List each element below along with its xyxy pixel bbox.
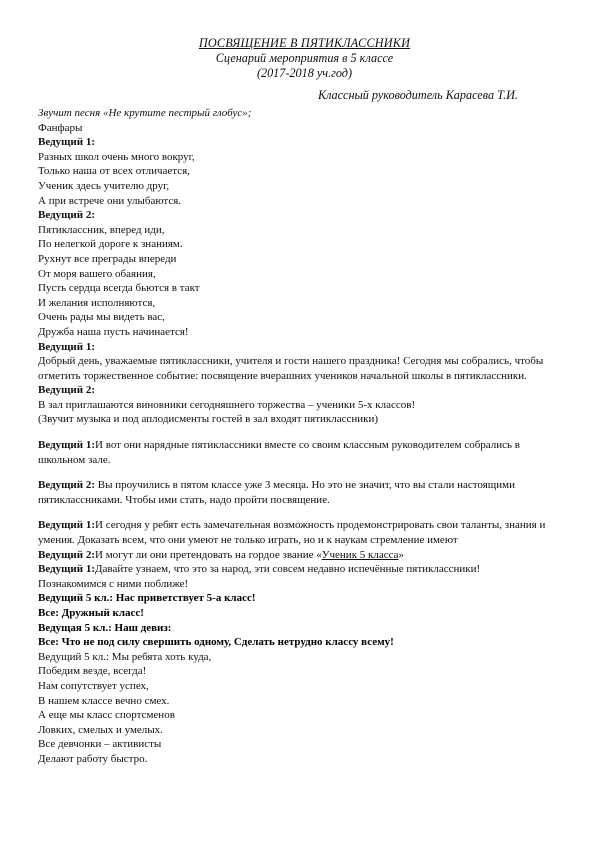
speaker-label: Ведущий 1: bbox=[38, 563, 96, 576]
paragraph-text: И вот они нарядные пятиклассники вместе со своим классным руководителем собрались в школьном зале. bbox=[38, 439, 520, 466]
stage-direction: (Звучит музыка и под аплодисменты гостей в зал входят пятиклассники) bbox=[38, 413, 379, 426]
document-subtitle: Сценарий мероприятия в 5 классе bbox=[215, 51, 394, 65]
document-title: ПОСВЯЩЕНИЕ В ПЯТИКЛАССНИКИ bbox=[198, 36, 411, 50]
paragraph bbox=[38, 562, 568, 577]
speaker-label: Ведущий 1: bbox=[38, 519, 96, 532]
poem-line: По нелегкой дороге к знаниям. bbox=[38, 238, 183, 251]
paragraph-text: Давайте узнаем, что это за народ, эти совсем недавно испечённые пятиклассники! bbox=[95, 563, 481, 576]
document-header bbox=[0, 36, 595, 81]
poem-line: Ловких, смелых и умелых. bbox=[38, 723, 163, 736]
teacher-name: Классный руководитель Карасева Т.И. bbox=[318, 88, 519, 102]
poem-line: А еще мы класс спортсменов bbox=[38, 709, 175, 722]
poem-line: Только наша от всех отличается, bbox=[38, 165, 190, 178]
quote-close: » bbox=[398, 548, 405, 561]
paragraph-text: И могут ли они претендовать на гордое звание « bbox=[95, 548, 322, 561]
title-link[interactable]: Ученик 5 класса bbox=[321, 548, 399, 561]
speaker-label: Ведущий 2: bbox=[38, 209, 96, 222]
poem-line: Ведущий 5 кл.: Мы ребята хоть куда, bbox=[38, 650, 212, 663]
poem-line: Дружба наша пусть начинается! bbox=[38, 325, 189, 338]
poem-line: Победим везде, всегда! bbox=[38, 665, 147, 678]
poem-line: От моря вашего обаяния, bbox=[38, 267, 156, 280]
speaker-label: Ведущий 1: bbox=[38, 340, 96, 353]
spacer bbox=[38, 427, 568, 438]
poem-line: Разных школ очень много вокруг, bbox=[38, 150, 195, 163]
school-year: (2017-2018 уч.год) bbox=[256, 66, 353, 80]
class-line: Ведущий 5 кл.: Нас приветствует 5-а класс! bbox=[38, 592, 256, 605]
paragraph: Добрый день, уважаемые пятиклассники, учителя и гости нашего праздника! Сегодня мы собрались, чтобы отметить торжественное событие: посвящение вчерашних учеников начальной школы в пятиклассники. bbox=[38, 355, 544, 382]
paragraph-text: Вы проучились в пятом классе уже 3 месяца. Но это не значит, что вы стали настоящими пятиклассниками. Чтобы ими стать, надо пройти посвящение. bbox=[38, 479, 515, 506]
poem-line: Очень рады мы видеть вас, bbox=[38, 311, 165, 324]
song-note: Звучит песня «Не крутите пестрый глобус»; bbox=[38, 107, 252, 119]
paragraph bbox=[38, 438, 568, 467]
paragraph bbox=[38, 518, 568, 547]
poem-line: Рухнут все преграды впереди bbox=[38, 252, 177, 265]
speaker-label: Ведущий 2: bbox=[38, 479, 96, 492]
poem-line: Делают работу быстро. bbox=[38, 752, 148, 765]
poem-line: Нам сопутствует успех, bbox=[38, 679, 149, 692]
class-line: Ведущая 5 кл.: Наш девиз: bbox=[38, 621, 172, 634]
paragraph: В зал приглашаются виновники сегодняшнего торжества – ученики 5-х классов! bbox=[38, 398, 416, 411]
poem-line: И желания исполняются, bbox=[38, 296, 156, 309]
poem-line: Все девчонки – активисты bbox=[38, 738, 162, 751]
poem-line: Пусть сердца всегда бьются в такт bbox=[38, 282, 200, 295]
poem-line: А при встрече они улыбаются. bbox=[38, 194, 182, 207]
class-line: Все: Дружный класс! bbox=[38, 607, 144, 619]
script-body bbox=[38, 106, 568, 767]
class-line: Все: Что не под силу свершить одному, Сделать нетрудно классу всему! bbox=[38, 636, 394, 649]
paragraph: Познакомимся с ними поближе! bbox=[38, 577, 189, 590]
speaker-label: Ведущий 2: bbox=[38, 548, 96, 561]
paragraph bbox=[38, 478, 568, 507]
fanfare-note: Фанфары bbox=[38, 121, 83, 134]
spacer bbox=[38, 467, 568, 478]
speaker-label: Ведущий 1: bbox=[38, 439, 96, 452]
paragraph bbox=[38, 548, 568, 563]
poem-line: Ученик здесь учителю друг, bbox=[38, 179, 170, 192]
poem-line: Пятиклассник, вперед иди, bbox=[38, 223, 165, 236]
speaker-label: Ведущий 1: bbox=[38, 136, 96, 149]
paragraph-text: И сегодня у ребят есть замечательная возможность продемонстрировать свои таланты, знания и умения. Доказать всем, что они умеют не только играть, но и к наукам стремление имеют bbox=[38, 519, 546, 547]
spacer bbox=[38, 507, 568, 518]
speaker-label: Ведущий 2: bbox=[38, 384, 96, 397]
poem-line: В нашем классе вечно смех. bbox=[38, 694, 170, 707]
